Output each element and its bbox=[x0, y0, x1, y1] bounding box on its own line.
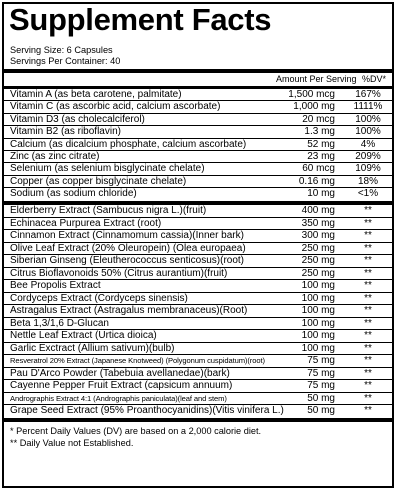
ingredient-dv: ** bbox=[364, 205, 372, 217]
nutrient-row bbox=[4, 243, 392, 256]
ingredient-name: Siberian Ginseng (Eleutherococcus senticosus)(root) bbox=[10, 255, 244, 267]
ingredient-name: Vitamin D3 (as cholecalciferol) bbox=[10, 113, 145, 125]
nutrient-row bbox=[4, 188, 392, 200]
nutrient-row bbox=[4, 343, 392, 356]
ingredient-name: Citrus Bioflavonoids 50% (Citrus aurantium)(fruit) bbox=[10, 267, 228, 279]
nutrient-row bbox=[4, 151, 392, 163]
ingredient-amount: 75 mg bbox=[307, 380, 335, 392]
ingredient-dv: ** bbox=[364, 317, 372, 329]
ingredient-amount: 1.3 mg bbox=[304, 126, 335, 138]
header-amount: Amount Per Serving bbox=[276, 74, 357, 84]
ingredient-amount: 400 mg bbox=[301, 205, 335, 217]
ingredient-name: Sodium (as sodium chloride) bbox=[10, 188, 137, 200]
ingredient-name: Olive Leaf Extract (20% Oleuropein) (Olea europaea) bbox=[10, 242, 246, 254]
ingredient-name: Elderberry Extract (Sambucus nigra L.)(fruit) bbox=[10, 205, 207, 217]
ingredient-dv: ** bbox=[364, 367, 372, 379]
nutrient-row bbox=[4, 330, 392, 343]
nutrient-row bbox=[4, 268, 392, 281]
ingredient-name: Grape Seed Extract (95% Proanthocyanidins)(Vitis vinifera L.) bbox=[10, 405, 284, 417]
ingredient-amount: 1,000 mg bbox=[293, 101, 335, 113]
nutrient-row bbox=[4, 393, 392, 406]
ingredient-dv: 18% bbox=[357, 175, 378, 187]
ingredient-amount: 100 mg bbox=[301, 305, 335, 317]
ingredient-amount: 100 mg bbox=[301, 342, 335, 354]
supplement-facts-panel bbox=[2, 2, 394, 488]
serving-size: Serving Size: 6 Capsules bbox=[10, 45, 113, 55]
nutrient-row bbox=[4, 205, 392, 218]
servings-per-container: Servings Per Container: 40 bbox=[10, 56, 121, 66]
ingredient-dv: ** bbox=[364, 230, 372, 242]
ingredient-dv: ** bbox=[364, 217, 372, 229]
ingredient-dv: ** bbox=[364, 255, 372, 267]
ingredient-dv: ** bbox=[364, 267, 372, 279]
ingredient-dv: ** bbox=[364, 305, 372, 317]
ingredient-amount: 20 mcg bbox=[302, 113, 335, 125]
ingredient-amount: 350 mg bbox=[301, 217, 335, 229]
ingredient-dv: 1111% bbox=[353, 101, 383, 113]
ingredient-dv: 100% bbox=[355, 126, 381, 138]
ingredient-amount: 50 mg bbox=[307, 405, 335, 417]
panel-title: Supplement Facts bbox=[9, 2, 272, 37]
ingredient-dv: ** bbox=[364, 405, 372, 417]
ingredient-amount: 60 mcg bbox=[302, 163, 335, 175]
ingredient-dv: 167% bbox=[355, 89, 381, 100]
nutrient-row bbox=[4, 176, 392, 188]
footnote-dv: * Percent Daily Values (DV) are based on a 2,000 calorie diet. bbox=[10, 425, 262, 436]
ingredient-name: Pau D'Arco Powder (Tabebuia avellanedae)(bark) bbox=[10, 367, 230, 379]
ingredient-dv: 109% bbox=[355, 163, 381, 175]
ingredient-name: Bee Propolis Extract bbox=[10, 280, 101, 292]
ingredient-dv: ** bbox=[364, 380, 372, 392]
ingredient-amount: 250 mg bbox=[301, 267, 335, 279]
ingredient-amount: 23 mg bbox=[307, 151, 335, 162]
nutrient-row bbox=[4, 218, 392, 231]
ingredient-name: Vitamin B2 (as riboflavin) bbox=[10, 126, 121, 138]
ingredient-dv: ** bbox=[364, 355, 372, 367]
ingredient-name: Echinacea Purpurea Extract (root) bbox=[10, 217, 162, 229]
nutrient-row bbox=[4, 101, 392, 113]
nutrient-row bbox=[4, 230, 392, 243]
thick-rule-bottom bbox=[4, 418, 392, 422]
ingredient-amount: 52 mg bbox=[307, 138, 335, 150]
ingredient-amount: 75 mg bbox=[307, 367, 335, 379]
ingredient-name: Cordyceps Extract (Cordyceps sinensis) bbox=[10, 292, 188, 304]
ingredient-name: Selenium (as selenium bisglycinate chelate) bbox=[10, 163, 205, 175]
ingredient-dv: ** bbox=[364, 242, 372, 254]
nutrient-row bbox=[4, 318, 392, 331]
ingredient-dv: 100% bbox=[355, 113, 381, 125]
footnote-not-established: ** Daily Value not Established. bbox=[10, 437, 134, 448]
ingredient-amount: 0.16 mg bbox=[298, 175, 335, 187]
ingredient-amount: 100 mg bbox=[301, 317, 335, 329]
ingredient-name: Calcium (as dicalcium phosphate, calcium ascorbate) bbox=[10, 138, 247, 150]
ingredient-name: Cinnamon Extract (Cinnamomum cassia)(Inner bark) bbox=[10, 230, 244, 242]
ingredient-amount: 100 mg bbox=[301, 280, 335, 292]
ingredient-amount: 100 mg bbox=[301, 330, 335, 342]
ingredient-name: Vitamin A (as beta carotene, palmitate) bbox=[10, 89, 182, 100]
ingredient-dv: ** bbox=[364, 392, 372, 404]
ingredient-amount: 1,500 mcg bbox=[288, 89, 335, 100]
ingredient-name: Astragalus Extract (Astragalus membranaceus)(Root) bbox=[10, 305, 248, 317]
ingredient-dv: 4% bbox=[360, 138, 376, 150]
ingredient-amount: 250 mg bbox=[301, 255, 335, 267]
ingredient-amount: 300 mg bbox=[301, 230, 335, 242]
nutrient-row bbox=[4, 380, 392, 393]
ingredient-dv: ** bbox=[364, 280, 372, 292]
nutrient-row bbox=[4, 255, 392, 268]
nutrient-row bbox=[4, 139, 392, 151]
nutrient-row bbox=[4, 293, 392, 306]
ingredient-name: Andrographis Extract 4:1 (Andrographis paniculata)(leaf and stem) bbox=[10, 393, 227, 403]
ingredient-dv: ** bbox=[364, 342, 372, 354]
nutrient-row bbox=[4, 305, 392, 318]
ingredient-amount: 50 mg bbox=[307, 392, 335, 404]
ingredient-name: Garlic Exctract (Allium sativum)(bulb) bbox=[10, 342, 175, 354]
nutrient-row bbox=[4, 89, 392, 101]
ingredient-name: Cayenne Pepper Fruit Extract (capsicum annuum) bbox=[10, 380, 233, 392]
ingredient-amount: 100 mg bbox=[301, 292, 335, 304]
ingredient-dv: ** bbox=[364, 330, 372, 342]
ingredient-amount: 75 mg bbox=[307, 355, 335, 367]
ingredient-amount: 250 mg bbox=[301, 242, 335, 254]
ingredient-amount: 10 mg bbox=[307, 188, 335, 200]
ingredient-dv: <1% bbox=[357, 188, 379, 200]
ingredient-name: Nettle Leaf Extract (Urtica dioica) bbox=[10, 330, 157, 342]
nutrient-row bbox=[4, 368, 392, 381]
ingredient-dv: ** bbox=[364, 292, 372, 304]
ingredient-name: Vitamin C (as ascorbic acid, calcium ascorbate) bbox=[10, 101, 221, 113]
ingredient-name: Resveratrol 20% Extract (Japanese Knotweed) (Polygonum cuspidatum)(root) bbox=[10, 356, 265, 366]
ingredient-name: Zinc (as zinc citrate) bbox=[10, 151, 100, 162]
nutrient-row bbox=[4, 280, 392, 293]
nutrient-row bbox=[4, 126, 392, 138]
nutrient-row bbox=[4, 355, 392, 368]
header-dv: %DV* bbox=[362, 74, 387, 84]
nutrient-row bbox=[4, 405, 392, 418]
ingredient-name: Beta 1,3/1,6 D-Glucan bbox=[10, 317, 109, 329]
ingredient-name: Copper (as copper bisglycinate chelate) bbox=[10, 175, 187, 187]
nutrient-row bbox=[4, 163, 392, 175]
ingredient-dv: 209% bbox=[355, 151, 381, 162]
nutrient-row bbox=[4, 114, 392, 126]
